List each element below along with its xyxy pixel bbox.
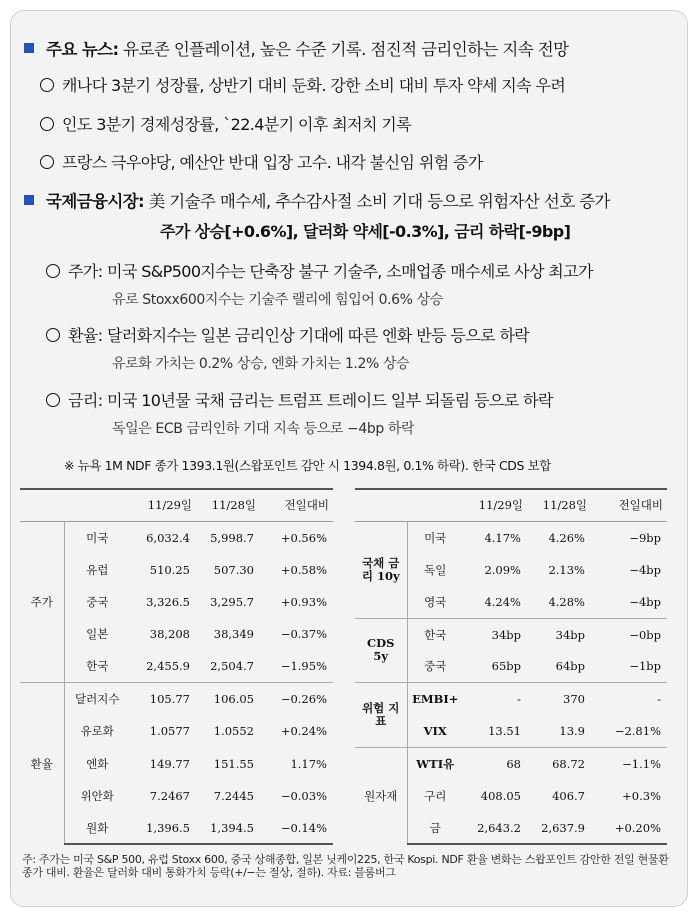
table-row xyxy=(20,747,333,779)
value-cell: 3,326.5 xyxy=(146,595,190,610)
value-cell: 151.55 xyxy=(213,756,254,771)
section-label: 주요 뉴스: xyxy=(46,40,119,59)
change-cell: −2.81% xyxy=(614,723,661,738)
table-header-row xyxy=(355,489,667,521)
news-item-text: 인도 3분기 경제성장률, `22.4분기 이후 최저치 기록 xyxy=(62,115,412,134)
value-cell: 38,349 xyxy=(213,627,254,642)
table-row xyxy=(355,521,667,553)
value-cell: 38,208 xyxy=(149,627,190,642)
news-item-text: 캐나다 3분기 성장률, 상반기 대비 둔화. 강한 소비 대비 투자 약세 지속 우려 xyxy=(62,76,566,95)
market-item-label: 금리: xyxy=(68,391,103,410)
group-label: 환율 xyxy=(20,683,64,844)
row-label: 독일 xyxy=(424,562,447,577)
value-cell: 3,295.7 xyxy=(210,595,254,610)
value-cell: 1,394.5 xyxy=(196,812,260,844)
value-cell: 4.17% xyxy=(484,530,521,545)
circle-bullet-icon xyxy=(46,328,60,342)
header-cell: 전일대비 xyxy=(260,489,333,521)
group-label: CDS 5y xyxy=(355,618,407,683)
value-cell: 4.28% xyxy=(548,594,585,609)
change-cell: +0.56% xyxy=(280,530,327,545)
table-row xyxy=(355,683,667,715)
value-cell: 65bp xyxy=(491,659,521,674)
section-intl-markets xyxy=(24,188,610,212)
change-cell: +0.3% xyxy=(622,788,661,803)
row-label: VIX xyxy=(423,723,447,738)
value-cell: 1.0552 xyxy=(213,724,254,739)
row-label: 원화 xyxy=(64,812,130,844)
section-text: 美 기술주 매수세, 추수감사절 소비 기대 등으로 위험자산 선호 증가 xyxy=(148,192,610,211)
table-row xyxy=(20,715,333,747)
market-item-label: 환율: xyxy=(68,326,103,345)
market-item-text: 미국 S&P500지수는 단축장 불구 기술주, 소매업종 매수세로 사상 최고가 xyxy=(107,262,593,281)
row-label: 한국 xyxy=(407,618,463,650)
value-cell: 2.09% xyxy=(484,562,521,577)
news-item xyxy=(40,112,411,135)
value-cell: 370 xyxy=(527,683,591,715)
table-row xyxy=(20,618,333,650)
table-row xyxy=(20,586,333,618)
table-rates-risk-commodities xyxy=(355,488,667,845)
section-main-news xyxy=(24,36,568,60)
market-item-detail: 유로화 가치는 0.2% 상승, 엔화 가치는 1.2% 상승 xyxy=(112,356,410,372)
table-row xyxy=(20,554,333,586)
row-label: EMBI+ xyxy=(407,683,463,715)
value-cell: 507.30 xyxy=(213,562,254,577)
market-item-text: 달러화지수는 일본 금리인상 기대에 따른 엔화 반등 등으로 하락 xyxy=(107,326,530,345)
value-cell: 34bp xyxy=(463,618,527,650)
value-cell: 2,643.2 xyxy=(463,812,527,844)
row-label: 금 xyxy=(407,812,463,844)
change-cell: - xyxy=(591,683,667,715)
table-header-row xyxy=(20,489,333,521)
row-label: 한국 xyxy=(86,659,109,674)
header-cell xyxy=(407,489,463,521)
group-label: 국채 금리 10y xyxy=(355,521,407,618)
table-row xyxy=(20,650,333,682)
row-label: 중국 xyxy=(424,659,447,674)
row-label: 일본 xyxy=(86,627,109,642)
news-item xyxy=(40,73,565,96)
header-cell: 전일대비 xyxy=(591,489,667,521)
group-label: 주가 xyxy=(20,521,64,682)
group-label: 위험 지표 xyxy=(355,683,407,748)
news-item-text: 프랑스 극우야당, 예산안 반대 입장 고수. 내각 불신임 위험 증가 xyxy=(62,153,483,172)
table-stocks-fx xyxy=(20,488,333,845)
table-row xyxy=(20,683,333,715)
change-cell: −9bp xyxy=(629,530,661,545)
header-cell xyxy=(355,489,407,521)
value-cell: 64bp xyxy=(555,659,585,674)
change-cell: −0.26% xyxy=(260,683,333,715)
market-item-text: 미국 10년물 국채 금리는 트럼프 트레이드 일부 되돌림 등으로 하락 xyxy=(107,391,553,410)
row-label: WTI유 xyxy=(407,747,463,779)
source-footnote: 주: 주가는 미국 S&P 500, 유럽 Stoxx 600, 중국 상해종합, 일본 닛케이225, 한국 Kospi. NDF 환율 변화는 스왑포인트 감안한 전일 현물환 종가 대비. 환율은 달러화 대비 통화가치 등락(+/−는 절상, 절하). 자료: 블룸버그 xyxy=(22,853,669,879)
row-label: 미국 xyxy=(86,530,109,545)
circle-bullet-icon xyxy=(40,117,54,131)
change-cell: −0.14% xyxy=(260,812,333,844)
value-cell: 13.9 xyxy=(559,723,585,738)
section-text: 유로존 인플레이션, 높은 수준 기록. 점진적 금리인하는 지속 전망 xyxy=(123,40,569,59)
change-cell: −1.1% xyxy=(591,747,667,779)
square-bullet-icon xyxy=(24,195,34,205)
market-item-fx xyxy=(46,323,529,346)
change-cell: −0.37% xyxy=(280,627,327,642)
change-cell: −1bp xyxy=(629,659,661,674)
table-row xyxy=(20,812,333,844)
row-label: 유로화 xyxy=(80,724,114,739)
change-cell: −0bp xyxy=(591,618,667,650)
change-cell: +0.58% xyxy=(280,562,327,577)
value-cell: 7.2467 xyxy=(149,788,190,803)
table-row xyxy=(355,747,667,779)
value-cell: 408.05 xyxy=(480,788,521,803)
row-label: 구리 xyxy=(424,788,447,803)
value-cell: 68.72 xyxy=(527,747,591,779)
change-cell: −4bp xyxy=(629,562,661,577)
value-cell: 106.05 xyxy=(196,683,260,715)
header-cell: 11/29일 xyxy=(130,489,196,521)
value-cell: 2,637.9 xyxy=(527,812,591,844)
market-summary: 주가 상승[+0.6%], 달러화 약세[-0.3%], 금리 하락[-9bp] xyxy=(160,222,571,241)
table-row xyxy=(20,780,333,812)
change-cell: −4bp xyxy=(629,594,661,609)
value-cell: 1.0577 xyxy=(149,724,190,739)
row-label: 달러지수 xyxy=(64,683,130,715)
row-label: 중국 xyxy=(86,595,109,610)
value-cell: - xyxy=(463,683,527,715)
value-cell: 1,396.5 xyxy=(130,812,196,844)
value-cell: 7.2445 xyxy=(213,788,254,803)
table-row xyxy=(20,521,333,553)
group-label: 원자재 xyxy=(355,747,407,844)
value-cell: 13.51 xyxy=(488,723,521,738)
header-cell xyxy=(20,489,64,521)
row-label: 엔화 xyxy=(86,756,109,771)
circle-bullet-icon xyxy=(46,393,60,407)
news-item xyxy=(40,150,483,173)
change-cell: +0.24% xyxy=(280,724,327,739)
value-cell: 2.13% xyxy=(548,562,585,577)
section-label: 국제금융시장: xyxy=(46,192,145,211)
value-cell: 4.24% xyxy=(484,594,521,609)
value-cell: 68 xyxy=(463,747,527,779)
market-item-detail: 독일은 ECB 금리인하 기대 지속 등으로 −4bp 하락 xyxy=(112,421,415,437)
row-label: 유럽 xyxy=(86,562,109,577)
change-cell: +0.93% xyxy=(280,595,327,610)
row-label: 위안화 xyxy=(80,788,114,803)
value-cell: 510.25 xyxy=(149,562,190,577)
circle-bullet-icon xyxy=(40,155,54,169)
square-bullet-icon xyxy=(24,43,34,53)
market-item-label: 주가: xyxy=(68,262,103,281)
value-cell: 2,504.7 xyxy=(210,659,254,674)
market-item-rates xyxy=(46,388,553,411)
value-cell: 406.7 xyxy=(552,788,585,803)
market-item-detail: 유로 Stoxx600지수는 기술주 랠리에 힘입어 0.6% 상승 xyxy=(112,292,443,308)
header-cell: 11/28일 xyxy=(527,489,591,521)
header-cell: 11/29일 xyxy=(463,489,527,521)
ndf-note: ※ 뉴욕 1M NDF 종가 1393.1원(스왑포인트 감안 시 1394.8원, 0.1% 하락). 한국 CDS 보합 xyxy=(64,458,551,473)
value-cell: 6,032.4 xyxy=(146,530,190,545)
change-cell: −0.03% xyxy=(280,788,327,803)
circle-bullet-icon xyxy=(40,78,54,92)
change-cell: −1.95% xyxy=(280,659,327,674)
header-cell: 11/28일 xyxy=(196,489,260,521)
table-row xyxy=(355,618,667,650)
change-cell: +0.20% xyxy=(591,812,667,844)
header-cell xyxy=(64,489,130,521)
value-cell: 149.77 xyxy=(149,756,190,771)
value-cell: 4.26% xyxy=(548,530,585,545)
value-cell: 5,998.7 xyxy=(210,530,254,545)
market-item-stocks xyxy=(46,259,593,282)
change-cell: 1.17% xyxy=(290,756,327,771)
value-cell: 2,455.9 xyxy=(146,659,190,674)
row-label: 미국 xyxy=(424,530,447,545)
value-cell: 105.77 xyxy=(130,683,196,715)
value-cell: 34bp xyxy=(527,618,591,650)
row-label: 영국 xyxy=(424,594,447,609)
circle-bullet-icon xyxy=(46,264,60,278)
